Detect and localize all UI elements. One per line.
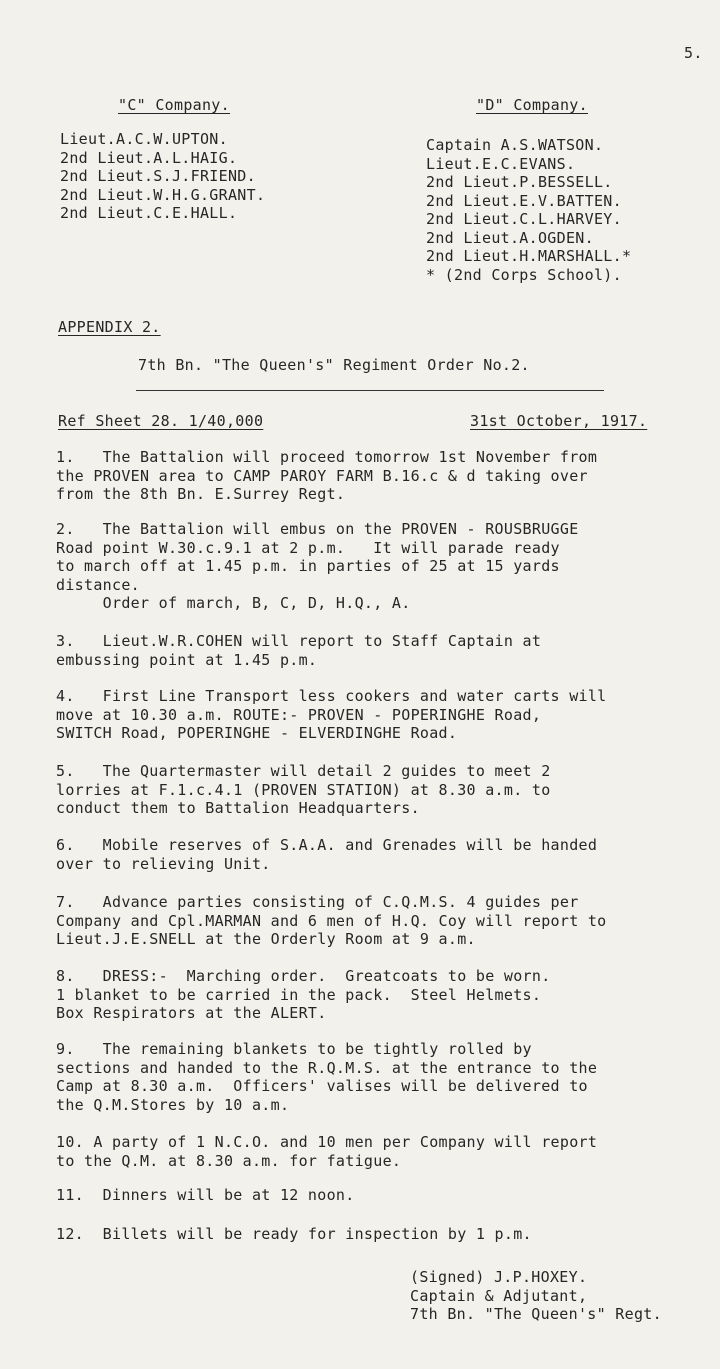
order-paragraph-10: 10. A party of 1 N.C.O. and 10 men per Company will report to the Q.M. at 8.30 a.m. for fatigue.	[56, 1133, 598, 1170]
order-paragraph-9: 9. The remaining blankets to be tightly rolled by sections and handed to the R.Q.M.S. at the entrance to the Camp at 8.30 a.m. Officers' valises will be delivered to the Q.M.Stores by 10 a.m.	[56, 1040, 598, 1114]
officer-entry: 2nd Lieut.S.J.FRIEND.	[60, 167, 256, 185]
d-company-officer-list	[426, 136, 631, 284]
appendix-heading: APPENDIX 2.	[58, 318, 161, 336]
footnote: * (2nd Corps School).	[426, 265, 622, 284]
order-paragraph-3: 3. Lieut.W.R.COHEN will report to Staff Captain at embussing point at 1.45 p.m.	[56, 632, 542, 669]
officer-entry: Captain A.S.WATSON.	[426, 136, 604, 154]
page-number: 5.	[684, 44, 703, 62]
order-paragraph-2: 2. The Battalion will embus on the PROVEN - ROUSBRUGGE Road point W.30.c.9.1 at 2 p.m. It will parade ready to march off at 1.45 p.m. in parties of 25 at 15 yards distance. Order of march, B, C, D, H.Q., A.	[56, 520, 579, 612]
officer-entry: 2nd Lieut.H.MARSHALL.*	[426, 247, 632, 265]
officer-entry: 2nd Lieut.P.BESSELL.	[426, 173, 613, 191]
order-paragraph-11: 11. Dinners will be at 12 noon.	[56, 1186, 355, 1204]
order-paragraph-6: 6. Mobile reserves of S.A.A. and Grenades will be handed over to relieving Unit.	[56, 836, 598, 873]
officer-entry: 2nd Lieut.C.E.HALL.	[60, 204, 238, 222]
c-company-heading: "C" Company.	[118, 96, 230, 114]
officer-entry: 2nd Lieut.C.L.HARVEY.	[426, 210, 622, 228]
order-paragraph-5: 5. The Quartermaster will detail 2 guides to meet 2 lorries at F.1.c.4.1 (PROVEN STATION) at 8.30 a.m. to conduct them to Battalion Headquarters.	[56, 762, 551, 817]
officer-entry: 2nd Lieut.A.OGDEN.	[426, 228, 594, 247]
order-paragraph-12: 12. Billets will be ready for inspection by 1 p.m.	[56, 1225, 532, 1243]
d-company-heading: "D" Company.	[476, 96, 588, 114]
order-paragraph-7: 7. Advance parties consisting of C.Q.M.S. 4 guides per Company and Cpl.MARMAN and 6 men of H.Q. Coy will report to Lieut.J.E.SNELL at the Orderly Room at 9 a.m.	[56, 893, 607, 948]
signature-name: (Signed) J.P.HOXEY.	[410, 1268, 588, 1286]
c-company-officer-list	[60, 130, 265, 223]
order-paragraph-8: 8. DRESS:- Marching order. Greatcoats to be worn. 1 blanket to be carried in the pack. Steel Helmets. Box Respirators at the ALERT.	[56, 967, 551, 1022]
officer-entry: 2nd Lieut.E.V.BATTEN.	[426, 191, 622, 210]
order-title: 7th Bn. "The Queen's" Regiment Order No.2.	[138, 356, 530, 374]
signature-block	[410, 1268, 662, 1324]
officer-entry: Lieut.E.C.EVANS.	[426, 154, 576, 173]
order-paragraph-4: 4. First Line Transport less cookers and water carts will move at 10.30 a.m. ROUTE:- PROVEN - POPERINGHE Road, SWITCH Road, POPERINGHE - ELVERDINGHE Road.	[56, 687, 607, 742]
ref-sheet: Ref Sheet 28. 1/40,000	[58, 412, 264, 430]
signature-unit: 7th Bn. "The Queen's" Regt.	[410, 1305, 662, 1323]
order-paragraph-1: 1. The Battalion will proceed tomorrow 1st November from the PROVEN area to CAMP PAROY FARM B.16.c & d taking over from the 8th Bn. E.Surrey Regt.	[56, 448, 598, 503]
signature-rank: Captain & Adjutant,	[410, 1286, 588, 1305]
order-date: 31st October, 1917.	[470, 412, 648, 430]
officer-entry: 2nd Lieut.A.L.HAIG.	[60, 148, 238, 167]
officer-entry: 2nd Lieut.W.H.G.GRANT.	[60, 185, 266, 204]
officer-entry: Lieut.A.C.W.UPTON.	[60, 130, 228, 148]
title-rule	[136, 390, 604, 391]
